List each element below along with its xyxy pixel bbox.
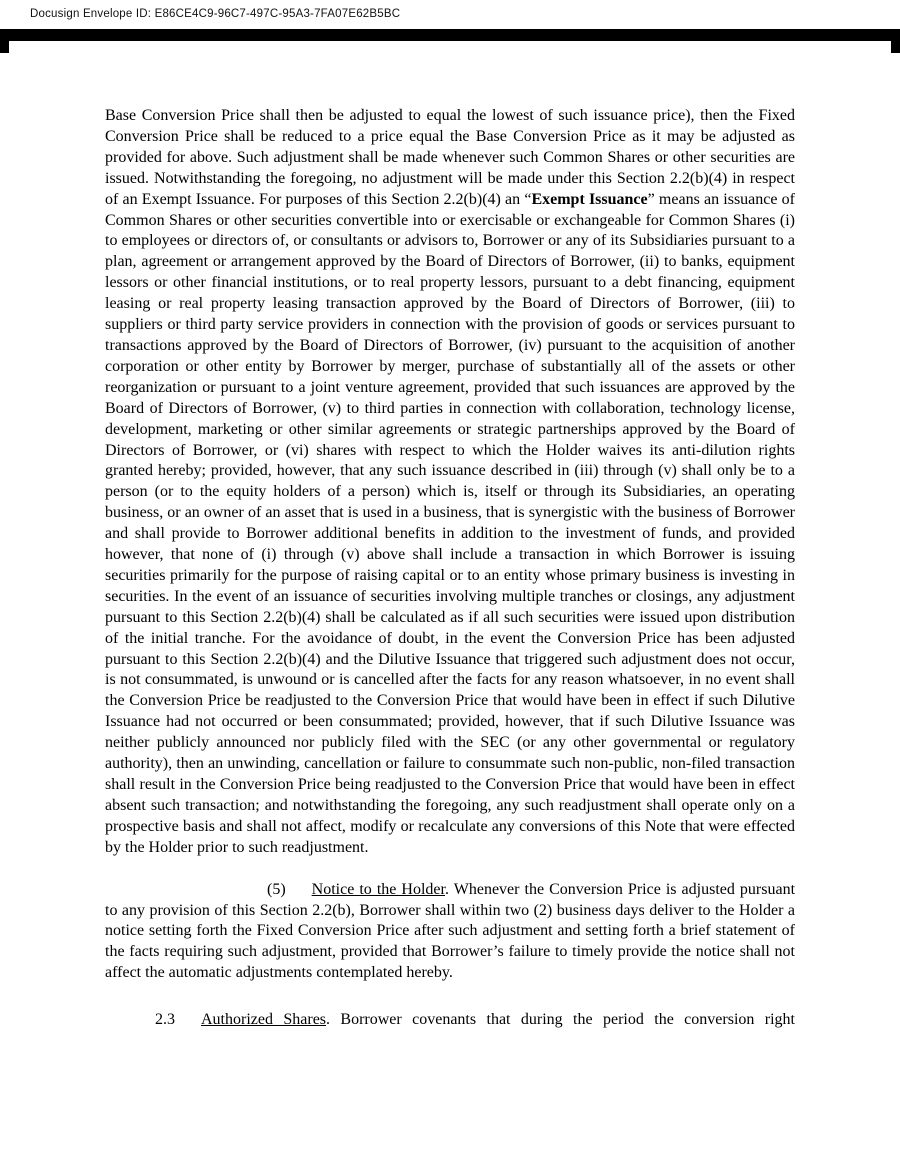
paragraph-exempt-issuance [105, 106, 795, 859]
section-number: 2.3 [155, 1011, 175, 1029]
docusign-envelope-id: Docusign Envelope ID: E86CE4C9-96C7-497C-95A3-7FA07E62B5BC [30, 8, 401, 20]
body-text: . Borrower covenants that during the period the conversion right [326, 1011, 795, 1029]
authorized-shares-heading: Authorized Shares [201, 1011, 327, 1029]
scan-artifact-left-corner [0, 29, 9, 53]
scan-artifact-bar [0, 29, 900, 41]
subsection-number: (5) [267, 880, 286, 898]
scan-artifact-right-corner [891, 29, 900, 53]
body-text: . Whenever the Conversion Price is adjusted pursuant to any provision of this Section 2.2(b), Borrower shall within two (2) business days deliver to the Holder a notice setting forth the Fixed Conversion Price after such adjustment and setting forth a brief statement of the facts requiring such adjustment, provided that Borrower’s failure to timely provide the notice shall not affect the automatic adjustments contemplated hereby. [105, 880, 796, 982]
paragraph-authorized-shares [105, 1010, 795, 1031]
paragraph-notice-to-holder [105, 880, 795, 985]
body-text: ” means an issuance of Common Shares or other securities convertible into or exercisable or exchangeable for Common Shares (i) to employees or directors of, or consultants or advisors to, Borrower or any of its Subsidiaries pursuant to a plan, agreement or arrangement approved by the Board of Directors of Borrower, (ii) to banks, equipment lessors or other financial institutions, or to real property lessors, pursuant to a debt financing, equipment leasing or real property leasing transaction approved by the Board of Directors of Borrower, (iii) to suppliers or third party service providers in connection with the provision of goods or services pursuant to transactions approved by the Board of Directors of Borrower, (iv) pursuant to the acquisition of another corporation or other entity by Borrower by merger, purchase of substantially all of the assets or other reorganization or pursuant to a joint venture agreement, provided that such issuances are approved by the Board of Directors of Borrower, (v) to third parties in connection with collaboration, technology license, development, marketing or other similar agreements or strategic partnerships approved by the Board of Directors of Borrower, or (vi) shares with respect to which the Holder waives its anti-dilution rights granted hereby; provided, however, that any such issuance described in (iii) through (v) shall only be to a person (or to the equity holders of a person) which is, itself or through its Subsidiaries, an operating business, or an owner of an asset that is used in a business, that is synergistic with the business of Borrower and shall provide to Borrower additional benefits in addition to the investment of funds, and provided however, that none of (i) through (v) above shall include a transaction in which Borrower is issuing securities primarily for the purpose of raising capital or to an entity whose primary business is investing in securities. In the event of an issuance of securities involving multiple tranches or closings, any adjustment pursuant to this Section 2.2(b)(4) shall be calculated as if all such securities were issued upon distribution of the initial tranche. For the avoidance of doubt, in the event the Conversion Price has been adjusted pursuant to this Section 2.2(b)(4) and the Dilutive Issuance that triggered such adjustment does not occur, is not consummated, is unwound or is cancelled after the facts for any reason whatsoever, in no event shall the Conversion Price be readjusted to the Conversion Price that would have been in effect if such Dilutive Issuance had not occurred or been consummated; provided, however, that if such Dilutive Issuance was neither publicly announced nor publicly filed with the SEC (or any other governmental or regulatory authority), then an unwinding, cancellation or failure to consummate such non-public, non-filed transaction shall result in the Conversion Price being readjusted to the Conversion Price that would have been in effect absent such transaction; and notwithstanding the foregoing, any such readjustment shall operate only on a prospective basis and shall not affect, modify or recalculate any conversions of this Note that were effected by the Holder prior to such readjustment. [105, 190, 796, 856]
document-body [105, 106, 795, 1031]
exempt-issuance-term: Exempt Issuance [531, 190, 648, 208]
body-text: Base Conversion Price shall then be adjusted to equal the lowest of such issuance price), then the Fixed Conversion Price shall be reduced to a price equal the Base Conversion Price as it may be adjusted as provided for above. Such adjustment shall be made whenever such Common Shares or other securities are issued. Notwithstanding the foregoing, no adjustment will be made under this Section 2.2(b)(4) in respect of an Exempt Issuance. For purposes of this Section 2.2(b)(4) an “ [105, 107, 795, 208]
notice-to-holder-heading: Notice to the Holder [311, 880, 445, 898]
